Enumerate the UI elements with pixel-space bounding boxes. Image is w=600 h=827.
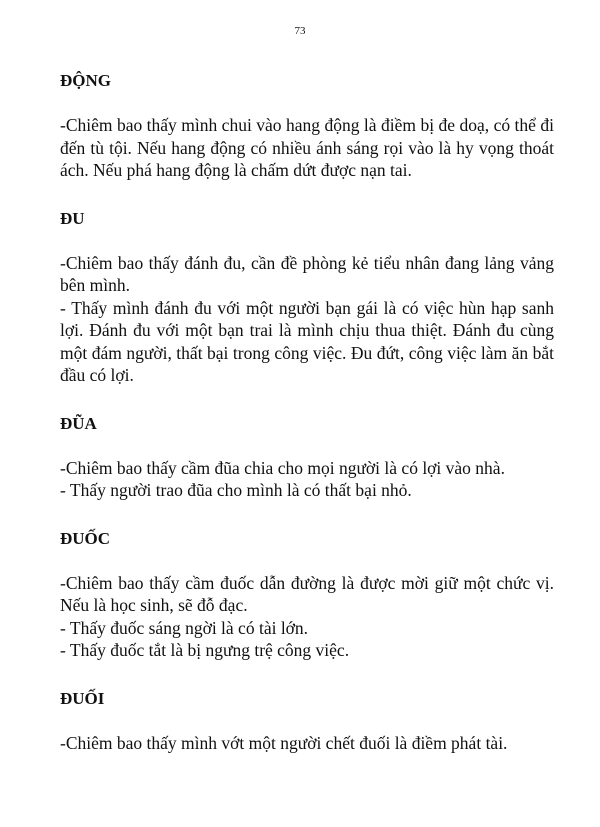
entry-title: ĐUỐI [60, 688, 105, 708]
entry-du [60, 208, 554, 387]
entry-title: ĐỘNG [60, 71, 111, 90]
page-number: 73 [294, 25, 306, 37]
entry-paragraph: - Thấy người trao đũa cho mình là có thất bại nhỏ. [60, 480, 412, 500]
entry-paragraph: -Chiêm bao thấy đánh đu, cần đề phòng kẻ tiểu nhân đang lảng vảng bên mình. [60, 252, 554, 295]
entry-paragraph: -Chiêm bao thấy mình chui vào hang động là điềm bị đe doạ, có thể đi đến tù tội. Nếu hang động có nhiều ánh sáng rọi vào là hy vọng thoát ách. Nếu phá hang động là chấm dứt được nạn tai. [60, 115, 554, 180]
entry-paragraph: - Thấy đuốc sáng ngời là có tài lớn. [60, 617, 309, 638]
entry-duoc [60, 528, 554, 662]
entry-paragraph: -Chiêm bao thấy cầm đũa chia cho mọi người là có lợi vào nhà. [60, 457, 505, 478]
entry-dua [60, 413, 554, 502]
entry-dong [60, 70, 554, 182]
entry-paragraph: - Thấy mình đánh đu với một người bạn gái là có việc hùn hạp sanh lợi. Đánh đu với một bạn trai là mình chịu thua thiệt. Đánh đu cùng một đám người, thất bại trong công việc. Đu đứt, công việc làm ăn bắt đầu có lợi. [60, 297, 554, 385]
entry-title: ĐU [60, 208, 85, 228]
entry-title: ĐUỐC [60, 528, 111, 548]
entry-duoi [60, 688, 554, 755]
entry-paragraph: -Chiêm bao thấy cầm đuốc dẫn đường là được mời giữ một chức vị. Nếu là học sinh, sẽ đỗ đạc. [60, 572, 554, 615]
page-content [60, 70, 554, 780]
entry-paragraph: - Thấy đuốc tắt là bị ngưng trệ công việc. [60, 640, 350, 660]
entry-title: ĐŨA [60, 413, 97, 433]
entry-paragraph: -Chiêm bao thấy mình vớt một người chết đuối là điềm phát tài. [60, 732, 508, 753]
